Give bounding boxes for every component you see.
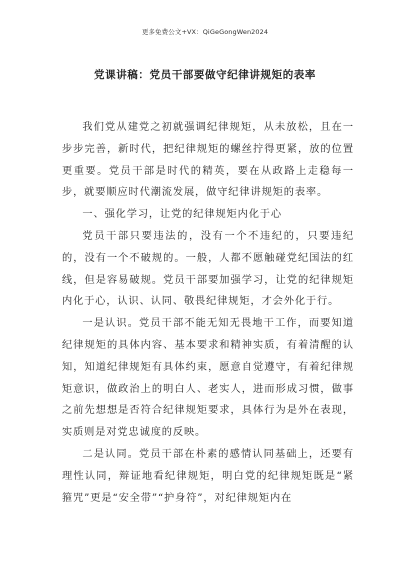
paragraph: 二是认同。党员干部在朴素的感情认同基础上，还要有理性认同，辩证地看纪律规矩，明白党的纪律规矩既是“紧箍咒”更是“安全带”“护身符”，对纪律规矩内在 [62,448,354,504]
document-body [62,117,354,509]
paragraph: 党员干部只要违法的，没有一个不违纪的，只要违纪的，没有一个不破规的。一般，人都不愿触碰党纪国法的红线，但是容易破规。党员干部要加强学习，让党的纪律规矩内化于心，认识、认同、敬畏纪律规矩，才会外化于行。 [62,230,354,308]
document-title: 党课讲稿：党员干部要做守纪律讲规矩的表率 [94,69,316,81]
section-heading: 一、强化学习，让党的纪律规矩内化于心 [82,209,282,221]
paragraph: 我们党从建党之初就强调纪律规矩，从未放松，且在一步步完善，新时代，把纪律规矩的螺丝拧得更紧，放的位置更重要。党员干部是时代的精英，要在从政路上走稳每一步，就要顺应时代潮流发展，做守纪律讲规矩的表率。 [62,122,354,199]
header-note: 更多免费公文+VX：QiGeGongWen2024 [141,28,269,36]
paragraph: 一是认识。党员干部不能无知无畏地干工作，而要知道纪律规矩的具体内容、基本要求和精神实质，有着清醒的认知，知道纪律规矩有具体约束，愿意自觉遵守，有着纪律规矩意识，做政治上的明白人、老实人，进而形成习惯，做事之前先想想是否符合纪律规矩要求，具体行为是外在表现，实质则是对党忠诚度的反映。 [62,318,354,439]
